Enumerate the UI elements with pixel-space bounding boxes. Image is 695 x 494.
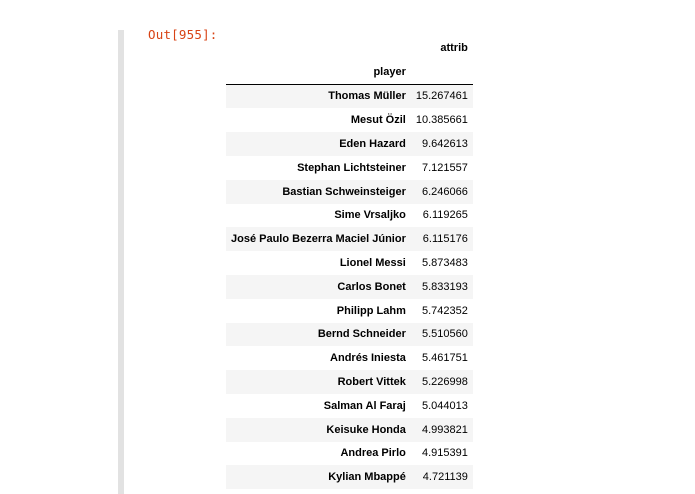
dataframe-table: [226, 36, 473, 489]
table-row: [226, 275, 473, 299]
player-name-cell: Lionel Messi: [339, 257, 406, 270]
table-row: [226, 418, 473, 442]
attrib-value-cell: 5.833193: [421, 280, 468, 293]
player-name-cell: Bernd Schneider: [317, 328, 406, 341]
index-name-header: player: [226, 60, 411, 84]
table-row: [226, 180, 473, 204]
attrib-value-cell: 5.873483: [421, 257, 468, 270]
attrib-value-cell: 4.721139: [422, 471, 468, 484]
table-header: [226, 36, 473, 84]
attrib-value-cell: 6.119265: [422, 209, 468, 222]
table-row: [226, 108, 473, 132]
attrib-value-cell: 4.993821: [421, 423, 468, 436]
player-name-cell: Andrea Pirlo: [340, 447, 406, 460]
player-name-cell: Eden Hazard: [339, 138, 406, 151]
table-row: [226, 323, 473, 347]
player-name-cell: Thomas Müller: [328, 90, 406, 103]
table-row: [226, 251, 473, 275]
player-name-cell: Stephan Lichtsteiner: [297, 161, 406, 174]
table-row: [226, 156, 473, 180]
header-blank-cell: [411, 60, 473, 84]
attrib-value-cell: 5.226998: [421, 376, 468, 389]
attrib-value-cell: 5.742352: [421, 304, 468, 317]
table-row: [226, 394, 473, 418]
attrib-value-cell: 5.461751: [421, 352, 468, 365]
player-name-cell: Mesut Özil: [350, 114, 406, 127]
attrib-value-cell: 9.642613: [421, 138, 468, 151]
player-name-cell: José Paulo Bezerra Maciel Júnior: [231, 233, 406, 246]
attrib-value-cell: 4.915391: [421, 447, 468, 460]
table-row: [226, 346, 473, 370]
attrib-value-cell: 5.510560: [421, 328, 468, 341]
attrib-value-cell: 6.115176: [422, 233, 468, 246]
dataframe-output: [226, 36, 468, 489]
player-name-cell: Salman Al Faraj: [323, 399, 406, 412]
table-row: [226, 132, 473, 156]
attrib-value-cell: 15.267461: [415, 90, 468, 103]
table-row: [226, 299, 473, 323]
table-row: [226, 84, 473, 108]
player-name-cell: Andrés Iniesta: [330, 352, 406, 365]
header-blank-cell: [226, 36, 411, 60]
player-name-cell: Robert Vittek: [337, 376, 406, 389]
player-name-cell: Philipp Lahm: [336, 304, 406, 317]
table-row: [226, 442, 473, 466]
column-header-attrib: attrib: [440, 41, 468, 54]
player-name-cell: Kylian Mbappé: [328, 471, 406, 484]
player-name-cell: Sime Vrsaljko: [334, 209, 406, 222]
attrib-value-cell: 5.044013: [421, 399, 468, 412]
table-row: [226, 465, 473, 489]
output-prompt: Out[955]:: [148, 27, 218, 42]
attrib-value-cell: 10.385661: [415, 114, 468, 127]
table-body: [226, 84, 473, 489]
player-name-cell: Keisuke Honda: [326, 423, 406, 436]
table-row: [226, 204, 473, 228]
attrib-value-cell: 7.121557: [421, 161, 468, 174]
header-row-columns: [226, 36, 473, 60]
header-row-index-name: [226, 60, 473, 84]
output-collapse-bar[interactable]: [118, 30, 124, 494]
player-name-cell: Bastian Schweinsteiger: [282, 185, 406, 198]
attrib-value-cell: 6.246066: [421, 185, 468, 198]
player-name-cell: Carlos Bonet: [337, 280, 406, 293]
table-row: [226, 227, 473, 251]
table-row: [226, 370, 473, 394]
